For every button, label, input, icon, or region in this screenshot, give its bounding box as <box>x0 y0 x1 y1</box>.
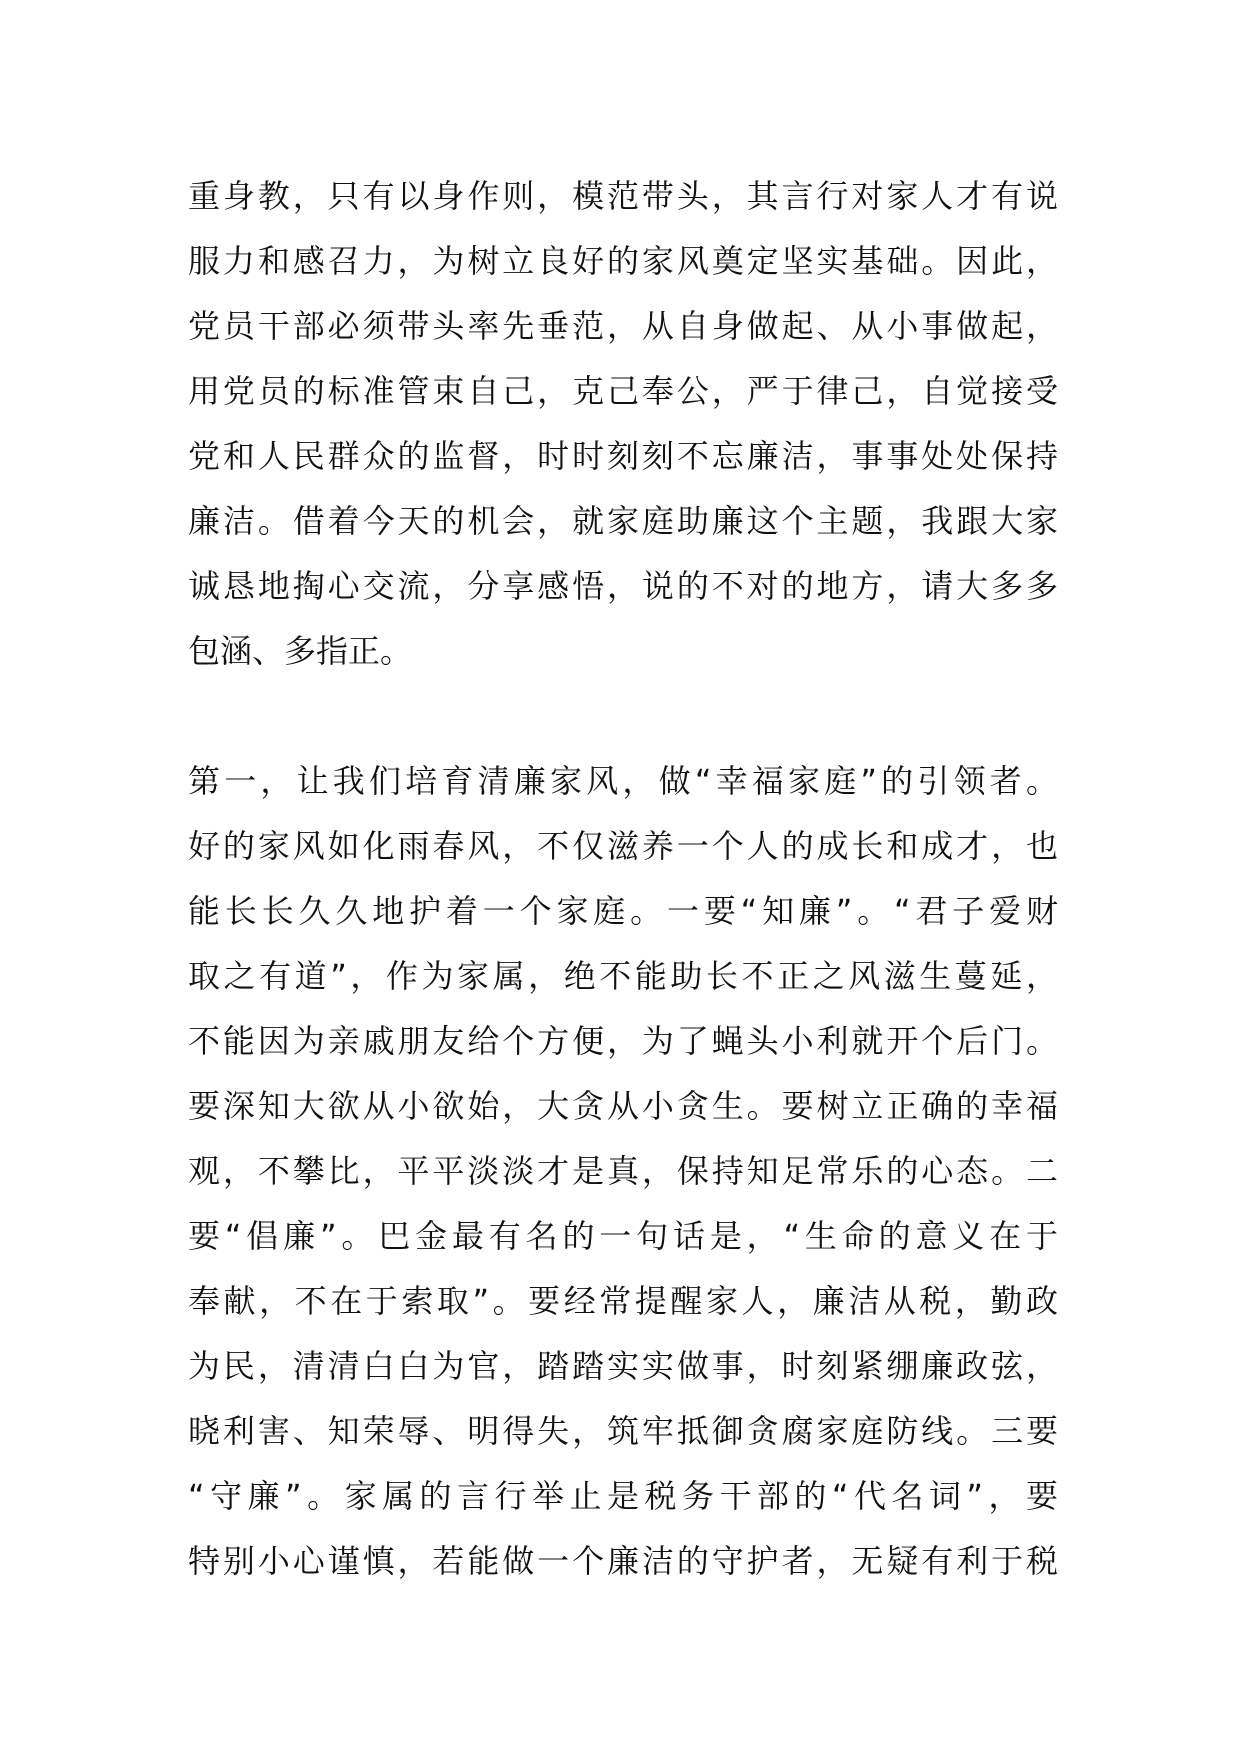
text-line: 第一，让我们培育清廉家风，做“幸福家庭”的引领者。 <box>188 762 1058 800</box>
text-line: 党员干部必须带头率先垂范，从自身做起、从小事做起， <box>188 307 1058 345</box>
text-line: 为民，清清白白为官，踏踏实实做事，时刻紧绷廉政弦， <box>188 1347 1058 1385</box>
text-line: 服力和感召力，为树立良好的家风奠定坚实基础。因此， <box>188 242 1058 280</box>
paragraph-2 <box>188 749 1058 1594</box>
text-line: 党和人民群众的监督，时时刻刻不忘廉洁，事事处处保持 <box>188 437 1058 475</box>
text-line: 包涵、多指正。 <box>188 632 413 670</box>
text-line: 重身教，只有以身作则，模范带头，其言行对家人才有说 <box>188 177 1058 215</box>
text-line: 用党员的标准管束自己，克己奉公，严于律己，自觉接受 <box>188 372 1058 410</box>
text-line: “守廉”。家属的言行举止是税务干部的“代名词”，要 <box>188 1477 1058 1515</box>
text-line: 不能因为亲戚朋友给个方便，为了蝇头小利就开个后门。 <box>188 1022 1058 1060</box>
text-line: 要深知大欲从小欲始，大贪从小贪生。要树立正确的幸福 <box>188 1087 1058 1125</box>
text-line: 诚恳地掏心交流，分享感悟，说的不对的地方，请大多多 <box>188 567 1058 605</box>
text-line: 晓利害、知荣辱、明得失，筑牢抵御贪腐家庭防线。三要 <box>188 1412 1058 1450</box>
text-line: 要“倡廉”。巴金最有名的一句话是，“生命的意义在于 <box>188 1217 1058 1255</box>
text-line: 廉洁。借着今天的机会，就家庭助廉这个主题，我跟大家 <box>188 502 1058 540</box>
text-line: 取之有道”，作为家属，绝不能助长不正之风滋生蔓延， <box>188 957 1058 995</box>
text-line: 好的家风如化雨春风，不仅滋养一个人的成长和成才，也 <box>188 827 1058 865</box>
paragraph-1 <box>188 164 1058 684</box>
text-line: 奉献，不在于索取”。要经常提醒家人，廉洁从税，勤政 <box>188 1282 1058 1320</box>
text-line: 特别小心谨慎，若能做一个廉洁的守护者，无疑有利于税 <box>188 1542 1058 1580</box>
text-line: 观，不攀比，平平淡淡才是真，保持知足常乐的心态。二 <box>188 1152 1058 1190</box>
text-line: 能长长久久地护着一个家庭。一要“知廉”。“君子爱财 <box>188 892 1058 930</box>
